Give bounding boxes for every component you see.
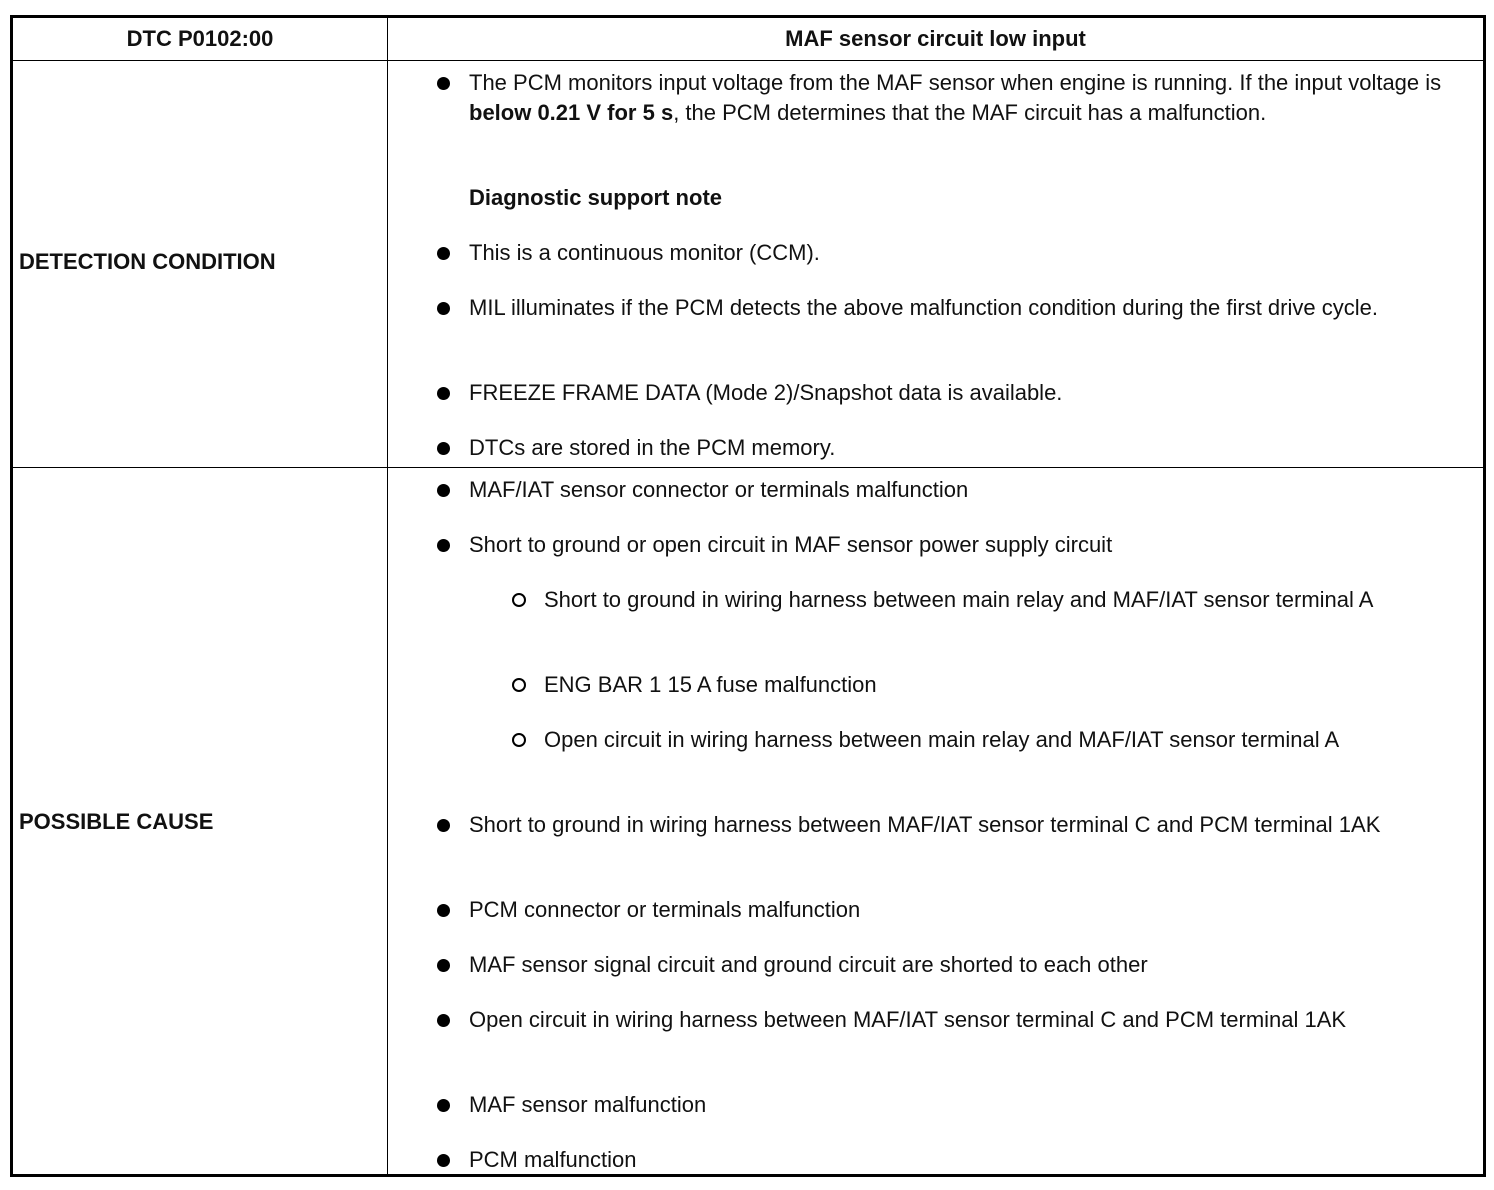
list-item: Short to ground in wiring harness between MAF/IAT sensor terminal C and PCM terminal 1AK [469,810,1459,840]
sub-list-item: Open circuit in wiring harness between main relay and MAF/IAT sensor terminal A [544,725,1459,755]
list-item [469,68,1459,128]
diagnostic-support-note-title: Diagnostic support note [469,185,722,210]
circle-bullet-icon [512,593,526,607]
sub-list-item: ENG BAR 1 15 A fuse malfunction [544,670,1459,700]
list-item: PCM connector or terminals malfunction [469,895,1459,925]
bullet-icon [437,302,450,315]
detection-item-text: The PCM monitors input voltage from the MAF sensor when engine is running. If the input voltage is [469,70,1442,95]
list-item: DTCs are stored in the PCM memory. [469,433,1459,463]
bullet-icon [437,1154,450,1167]
bullet-icon [437,484,450,497]
list-item: Open circuit in wiring harness between MAF/IAT sensor terminal C and PCM terminal 1AK [469,1005,1459,1035]
bullet-icon [437,442,450,455]
header-cell-code [13,18,388,60]
bullet-icon [437,247,450,260]
list-item: FREEZE FRAME DATA (Mode 2)/Snapshot data is available. [469,378,1459,408]
possible-cause-row [13,468,1483,1174]
list-item: Short to ground or open circuit in MAF sensor power supply circuit [469,530,1459,560]
dtc-title: MAF sensor circuit low input [785,26,1086,51]
circle-bullet-icon [512,678,526,692]
detection-condition-row [13,61,1483,468]
detection-item-text: , the PCM determines that the MAF circuit has a malfunction. [673,100,1267,125]
possible-cause-label: POSSIBLE CAUSE [19,809,214,834]
list-item: PCM malfunction [469,1145,1459,1175]
list-item: MAF/IAT sensor connector or terminals malfunction [469,475,1459,505]
list-item: This is a continuous monitor (CCM). [469,238,1459,268]
list-item: MAF sensor signal circuit and ground circuit are shorted to each other [469,950,1459,980]
detection-content-cell [388,61,1483,467]
bullet-icon [437,77,450,90]
table-header-row [13,18,1483,61]
cause-label-cell [13,468,388,1174]
dtc-code: DTC P0102:00 [126,26,274,51]
bullet-icon [437,1014,450,1027]
sub-list-item: Short to ground in wiring harness between main relay and MAF/IAT sensor terminal A [544,585,1459,615]
bullet-icon [437,819,450,832]
dtc-table [10,15,1486,1177]
bullet-icon [437,539,450,552]
bullet-icon [437,959,450,972]
cause-content-cell [388,468,1483,1174]
list-item: MAF sensor malfunction [469,1090,1459,1120]
list-item: MIL illuminates if the PCM detects the above malfunction condition during the first drive cycle. [469,293,1459,323]
bullet-icon [437,904,450,917]
detection-label-cell [13,61,388,467]
bullet-icon [437,1099,450,1112]
circle-bullet-icon [512,733,526,747]
detection-threshold: below 0.21 V for 5 s [469,100,674,125]
header-cell-title [388,18,1483,60]
bullet-icon [437,387,450,400]
detection-condition-label: DETECTION CONDITION [19,249,276,274]
